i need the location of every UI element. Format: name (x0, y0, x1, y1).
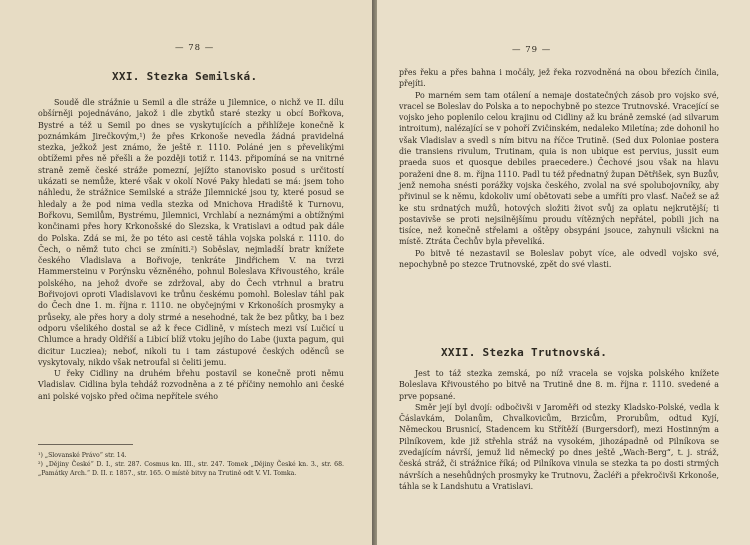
body-text (399, 368, 719, 492)
right-page (377, 0, 750, 545)
paragraph: Soudě dle strážnie u Semil a dle stráže u Jilemnice, o nichž ve II. dílu obšírněji pojednáváno, jakož i dle zbytků staré stezky u obcí Bořkova, Bystré a též u Semil po dnes se vyskytujících a přihlížeje konečně k poznámkám Jirečkovým,¹) že přes Krkonoše nevedla žádná pravidelná stezka, ježkož jest známo, že ještě r. 1110. Poláné jen s převelikými obtížemi přes ně přešli a že později totiž r. 1143. připomíná se na vnitrné straně země české stráže pomezní, jejížto stanovisko posud s určitostí ukázati se nemůže, které však v okolí Nové Paky hledati se má: jsem toho náhledu, že strážnice Semilské a stráže Jilemnické jsou ty, které posud se hledaly a že pod nima vedla stezka od Mnichova Hradiště k Turnovu, Bořkovu, Semilům, Bystrému, Jilemnici, Vrchlabí a neznámými a obtížnými končinami přes hory Krkonošské do Slezska, k Vratislavi a odtud pak dále do Polska. Zdá se mi, že po této asi cestě táhla vojska polská r. 1110. do Čech, o němž tuto chci se zmíniti.²) Soběslav, nejmladší bratr knížete českého Vladislava a Bořivoje, tenkráte Jindřichem V. na tvrzi Hammersteinu v Porýnsku vězněného, pohnul Boleslava Křivoustého, krále polského, na jehož dvoře se zdržoval, aby do Čech vtrhnul a bratru Bořivojovi oproti Vladislavovi ke trůnu českému pomohl. Boleslav táhl pak do Čech dne 1. m. října r. 1110. ne obyčejnými v Krkonoších prosmyky a průseky, ale přes hory a doly strmé a nesehodné, tak že bez půtky, ba i bez odporu všelikého dostal se až k řece Cidlině, v místech mezi vsí Lučicí u Chlumce a hrady Oldřiší a Libicí blíž vtoku jejího do Labe (juxta pagum, qui dicitur Lucziea); neboť, nikoli tu i tam zástupové českých oděnců se vyskytovaly, nikdo však netroufal si čeliti jemu. (38, 98, 344, 367)
chapter-heading: XXII. Stezka Trutnovská. (441, 346, 608, 359)
paragraph: Jest to táž stezka zemská, po níž vracela se vojska polského knížete Boleslava Křivoustého po bitvě na Trutině dne 8. m. října r. 1110. svedené a prve popsané. (399, 369, 719, 401)
page-number: — 78 — (175, 43, 215, 53)
paragraph: U řeky Cidliny na druhém břehu postavil se konečně proti němu Vladislav. Cidlina byla tehdáž rozvodněna a z té příčiny nemohlo ani české ani polské vojsko před očima nepřítele svého (38, 369, 344, 401)
paragraph: Směr její byl dvojí: odbočivši v Jaroměři od stezky Kladsko-Polské, vedla k Čáslavkám, Dolanům, Chvalkovicům, Brzicům, Prorubům, odtud Kyjí, Německou Brusnicí, Stadencem ku Střítěží (Burgersdorf), mezi Hostinným a Pilníkovem, kde již střehla stráž na vysokém, jihozápadně od Pilníkova se zvedajícím návrší, jemuž lid německý po dnes ještě „Wach-Berg“, t. j. stráž, česká stráž, či strážnice říká; od Pilníkova vinula se stezka ta po dosti strmých návrších a nesehůdných prosmyky ke Trutnovu, Žacléři a překročivši Krkonoše, táhla se k Landshutu a Vratislavi. (399, 402, 719, 491)
footnote-divider (38, 444, 133, 445)
body-text (399, 67, 719, 270)
paragraph: přes řeku a přes bahna i močály, jež řeka rozvodněná na obou březích činila, přejíti. (399, 68, 719, 89)
footnote: ²) „Dějiny České“ D. I., str. 287. Cosmus kn. III., str. 247. Tomek „Dějiny České kn. 3., str. 68. „Památky Arch.“ D. II. r. 1857., str. 165. O místě bitvy na Trutině odt V. VI. Tomka. (38, 461, 344, 477)
left-page (0, 0, 373, 545)
footnotes (38, 451, 344, 478)
footnote: ¹) „Slovanské Právo“ str. 14. (38, 452, 127, 459)
body-text (38, 97, 344, 402)
chapter-heading: XXI. Stezka Semilská. (112, 70, 258, 83)
page-number: — 79 — (512, 45, 552, 55)
paragraph: Po bitvě té nezastavil se Boleslav pobyt více, ale odvedl vojsko své, nepochybně po stezce Trutnovské, zpět do své vlasti. (399, 248, 719, 270)
paragraph: Po marném sem tam otálení a nemaje dostatečných zásob pro vojsko své, vracel se Boleslav do Polska a to nepochybně po stezce Trutnovské. Vracející se vojsko jeho poplenilo celou krajinu od Cidliny až ku bráně zemské (ad silvarum introitum), nalézající se v pohoří Zvičinském, nedaleko Miletína; zde dohonil ho však Vladislav a svedl s ním bitvu na říčce Trutině. (Sed dux Poloniae postera die transiens rivulum, Trutinam, quia is non ubique est pervius, jussit eum praeda suos et quosque debiles praecedere.) Čechové jsou však na hlavu poraženi dne 8. m. října 1110. Padl tu též přednatný župan Dětřišek, syn Buzův, jenž nemoha snésti porážky vojska českého, zvolal na své spolubojovníky, aby přivinul se k němu, kdokoliv umí obětovati sebe a umříti pro vlasť. Načež se až ke stu srdnatých mužů, hotových složiti život svůj za oplatu nejkrutější; ti postavivše se proti nejsilnějšímu proudu vítězných nepřátel, pobili jich na tisíce, než konečně střelami a oštěpy obsypáni jsouce, zahynuli všickni na místě. Ztráta Čechův byla převeliká. (399, 90, 719, 247)
